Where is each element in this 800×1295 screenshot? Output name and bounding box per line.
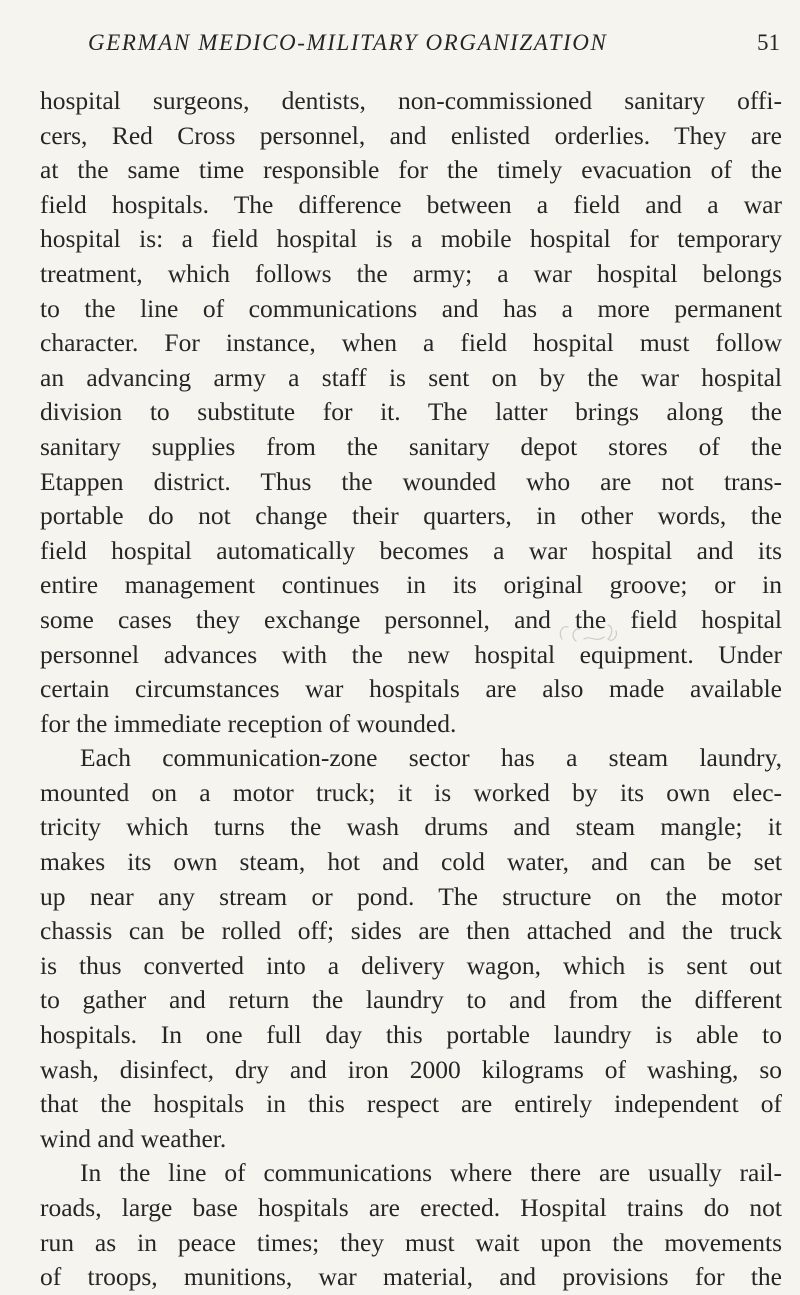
text-line: entire management continues in its original groove; or in — [40, 570, 782, 600]
text-line: at the same time responsible for the timely evacuation of the — [40, 155, 782, 185]
text-line: an advancing army a staff is sent on by the war hospital — [40, 362, 782, 392]
body-text — [40, 84, 782, 1295]
text-line: field hospitals. The difference between a field and a war — [40, 189, 782, 219]
page-number: 51 — [757, 30, 780, 55]
text-line: is thus converted into a delivery wagon, which is sent out — [40, 950, 782, 980]
text-line: run as in peace times; they must wait upon the movements — [40, 1227, 782, 1257]
text-line: hospital is: a field hospital is a mobile hospital for temporary — [40, 224, 782, 254]
text-line: that the hospitals in this respect are entirely independent of — [40, 1089, 782, 1119]
text-line: some cases they exchange personnel, and the field hospital — [40, 604, 782, 634]
text-line: to the line of communications and has a more permanent — [40, 293, 782, 323]
paragraph-start-line: In the line of communications where there are usually rail- — [80, 1158, 782, 1188]
text-line: sanitary supplies from the sanitary depot stores of the — [40, 431, 782, 461]
paragraph-start-line: Each communication-zone sector has a steam laundry, — [80, 743, 782, 773]
text-line: portable do not change their quarters, in other words, the — [40, 501, 782, 531]
text-line: chassis can be rolled off; sides are then attached and the truck — [40, 916, 782, 946]
running-header — [88, 30, 780, 66]
text-line: roads, large base hospitals are erected. Hospital trains do not — [40, 1193, 782, 1222]
running-title: GERMAN MEDICO-MILITARY ORGANIZATION — [88, 30, 608, 55]
text-line: tricity which turns the wash drums and steam mangle; it — [40, 812, 782, 842]
pencil-mark — [556, 619, 630, 647]
text-line: to gather and return the laundry to and from the different — [40, 985, 782, 1015]
text-line: up near any stream or pond. The structure on the motor — [40, 881, 782, 911]
text-line: wash, disinfect, dry and iron 2000 kilograms of washing, so — [40, 1054, 782, 1084]
text-line: wind and weather. — [40, 1123, 227, 1153]
text-line: character. For instance, when a field hospital must follow — [40, 328, 782, 358]
text-line: of troops, munitions, war material, and provisions for the — [40, 1262, 782, 1292]
text-line: certain circumstances war hospitals are also made available — [40, 674, 782, 704]
text-line: field hospital automatically becomes a war hospital and its — [40, 535, 782, 565]
text-line: treatment, which follows the army; a war hospital belongs — [40, 258, 782, 288]
text-line: hospitals. In one full day this portable laundry is able to — [40, 1020, 782, 1050]
text-line: cers, Red Cross personnel, and enlisted orderlies. They are — [40, 120, 782, 150]
text-line: division to substitute for it. The latter brings along the — [40, 397, 782, 427]
text-line: mounted on a motor truck; it is worked by its own elec- — [40, 777, 782, 807]
text-line: hospital surgeons, dentists, non-commissioned sanitary offi- — [40, 86, 782, 115]
text-line: makes its own steam, hot and cold water, and can be set — [40, 847, 782, 877]
text-line: for the immediate reception of wounded. — [40, 708, 457, 738]
text-line: Etappen district. Thus the wounded who are not trans- — [40, 466, 782, 496]
text-line: personnel advances with the new hospital equipment. Under — [40, 639, 782, 669]
